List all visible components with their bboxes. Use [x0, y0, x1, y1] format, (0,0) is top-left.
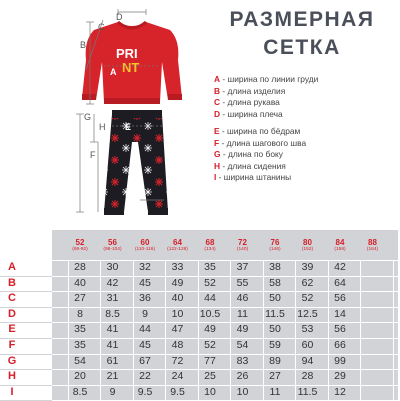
- title-line-2: СЕТКА: [263, 36, 341, 59]
- table-cell: 21: [106, 370, 119, 383]
- table-cell: 47: [171, 323, 184, 336]
- table-cell: 41: [106, 339, 119, 351]
- row-label: H: [8, 370, 16, 383]
- pajama-illustration: [0, 0, 190, 232]
- table-cell: 40: [171, 292, 184, 305]
- marker-h: H: [99, 122, 106, 132]
- table-cell: 41: [106, 323, 119, 336]
- row-label: F: [8, 339, 16, 351]
- table-cell: 83: [236, 354, 249, 367]
- height-header: (86-92): [72, 247, 88, 252]
- table-cell: 14: [334, 307, 346, 320]
- table-cell: 11: [237, 307, 248, 320]
- table-cell: 89: [269, 354, 281, 367]
- table-cell: 9.5: [137, 385, 153, 398]
- table-cell: 26: [236, 370, 249, 383]
- size-header: 80: [303, 238, 312, 247]
- table-cell: 11: [269, 385, 281, 398]
- table-cell: 62: [301, 276, 314, 289]
- table-cell: 31: [106, 292, 119, 305]
- height-header: (140): [236, 247, 249, 252]
- table-cell: 39: [301, 261, 314, 273]
- table-cell: 60: [301, 339, 314, 351]
- table-cell: 46: [236, 292, 249, 305]
- table-cell: 37: [236, 261, 249, 273]
- table-cell: 42: [334, 261, 346, 273]
- height-header: (134): [204, 247, 216, 252]
- grid-line: [393, 260, 394, 400]
- legend-row-a: A - ширина по линии груди: [214, 74, 319, 84]
- marker-c: C: [98, 22, 105, 32]
- height-header: (152): [301, 247, 314, 252]
- table-cell: 22: [139, 370, 151, 383]
- table-cell: 10: [204, 385, 216, 398]
- table-cell: 52: [204, 276, 216, 289]
- table-cell: 64: [334, 276, 346, 289]
- table-cell: 49: [236, 323, 249, 336]
- grid-line: [360, 260, 361, 400]
- shirt-print-bottom: NT: [122, 60, 140, 75]
- table-cell: 99: [334, 354, 346, 367]
- table-cell: 45: [139, 339, 151, 351]
- table-cell: 25: [204, 370, 216, 383]
- size-header: 68: [205, 238, 215, 247]
- table-cell: 54: [236, 339, 249, 351]
- marker-i: I: [140, 190, 143, 199]
- table-cell: 33: [171, 261, 184, 273]
- row-label: B: [8, 276, 16, 289]
- table-cell: 42: [106, 276, 119, 289]
- height-header: (158): [334, 247, 346, 252]
- legend-row-b: B - длина изделия: [214, 85, 286, 96]
- table-cell: 10: [236, 385, 249, 398]
- table-cell: 8: [77, 307, 83, 320]
- size-header: 84: [335, 238, 345, 247]
- table-cell: 50: [269, 292, 281, 305]
- legend-row-f: F - длина шагового шва: [214, 137, 307, 148]
- row-label: D: [8, 307, 16, 320]
- height-header: (164): [366, 247, 379, 252]
- marker-d: D: [116, 12, 123, 22]
- table-cell: 56: [334, 323, 346, 336]
- legend-row-e: E - ширина по бёдрам: [214, 126, 301, 136]
- pajama-svg: [0, 0, 190, 232]
- legend-row-h: H - длина сидения: [214, 160, 286, 171]
- table-cell: 49: [171, 276, 184, 289]
- table-cell: 8.5: [72, 385, 88, 398]
- size-header: 60: [140, 238, 150, 247]
- table-cell: 58: [269, 276, 281, 289]
- row-label: E: [8, 323, 16, 336]
- table-cell: 53: [301, 323, 314, 336]
- table-cell: 28: [74, 261, 86, 273]
- table-cell: 40: [74, 276, 86, 289]
- legend-row-i: I - ширина штанины: [214, 172, 292, 182]
- marker-g: G: [84, 112, 92, 122]
- marker-a: A: [110, 67, 117, 77]
- pants: [104, 114, 168, 212]
- row-label: A: [8, 261, 16, 273]
- table-cell: 52: [301, 292, 314, 305]
- size-header: 72: [238, 238, 247, 247]
- table-cell: 49: [204, 323, 216, 336]
- table-cell: 72: [171, 354, 184, 367]
- height-header: (110-116): [134, 247, 156, 252]
- size-header: 76: [270, 238, 280, 247]
- legend-row-c: C - длина рукава: [214, 97, 280, 107]
- table-cell: 30: [106, 261, 119, 273]
- marker-b: B: [80, 40, 87, 50]
- row-label: I: [10, 385, 14, 398]
- row-label: G: [7, 354, 17, 367]
- height-header: (98-104): [103, 247, 122, 252]
- table-cell: 45: [139, 276, 151, 289]
- table-cell: 44: [139, 323, 151, 336]
- table-cell: 38: [269, 261, 281, 273]
- legend-bottom-group: [214, 126, 398, 184]
- table-cell: 67: [139, 354, 151, 367]
- shirt-print-top: PRI: [116, 46, 138, 61]
- marker-e: E: [125, 122, 132, 132]
- table-cell: 44: [204, 292, 216, 305]
- size-header: 64: [173, 238, 182, 247]
- title-line-1: РАЗМЕРНАЯ: [229, 8, 375, 31]
- table-cell: 28: [301, 370, 314, 383]
- table-cell: 55: [236, 276, 249, 289]
- table-cell: 11.5: [297, 385, 318, 398]
- table-cell: 8.5: [105, 307, 120, 320]
- size-header: 56: [108, 238, 117, 247]
- table-cell: 12: [334, 385, 346, 398]
- height-header: (146): [269, 247, 281, 252]
- table-row-labels: [0, 230, 52, 400]
- size-header: 52: [75, 238, 85, 247]
- height-header: (122-128): [167, 247, 188, 252]
- table-cell: 36: [139, 292, 151, 305]
- table-cell: 54: [74, 354, 86, 367]
- table-cell: 10: [171, 307, 184, 320]
- table-cell: 35: [74, 339, 86, 351]
- table-cell: 20: [74, 370, 86, 383]
- legend-top-group: [214, 74, 398, 120]
- size-header: 88: [368, 238, 377, 247]
- table-cell: 59: [269, 339, 281, 351]
- row-label: C: [8, 292, 16, 305]
- table-cell: 77: [204, 354, 216, 367]
- marker-f: F: [90, 150, 96, 160]
- page-title: [212, 6, 392, 62]
- legend-row-g: G - длина по боку: [214, 149, 283, 159]
- table-cell: 48: [171, 339, 184, 351]
- size-table: [52, 230, 398, 400]
- table-cell: 24: [171, 370, 184, 383]
- table-cell: 9.5: [170, 385, 185, 398]
- table-cell: 32: [139, 261, 151, 273]
- table-cell: 12.5: [297, 307, 318, 320]
- table-cell: 61: [106, 354, 119, 367]
- table-cell: 94: [301, 354, 314, 367]
- table-cell: 9: [142, 307, 148, 320]
- table-cell: 29: [334, 370, 346, 383]
- table-cell: 11.5: [265, 307, 285, 320]
- table-cell: 10.5: [199, 307, 221, 320]
- table-cell: 27: [269, 370, 281, 383]
- table-cell: 35: [74, 323, 86, 336]
- table-cell: 50: [269, 323, 281, 336]
- table-cell: 9: [109, 385, 116, 398]
- table-cell: 56: [334, 292, 346, 305]
- table-cell: 52: [204, 339, 216, 351]
- legend-row-d: D - ширина плеча: [214, 108, 283, 119]
- table-cell: 66: [334, 339, 346, 351]
- table-cell: 35: [204, 261, 216, 273]
- table-cell: 27: [74, 292, 86, 305]
